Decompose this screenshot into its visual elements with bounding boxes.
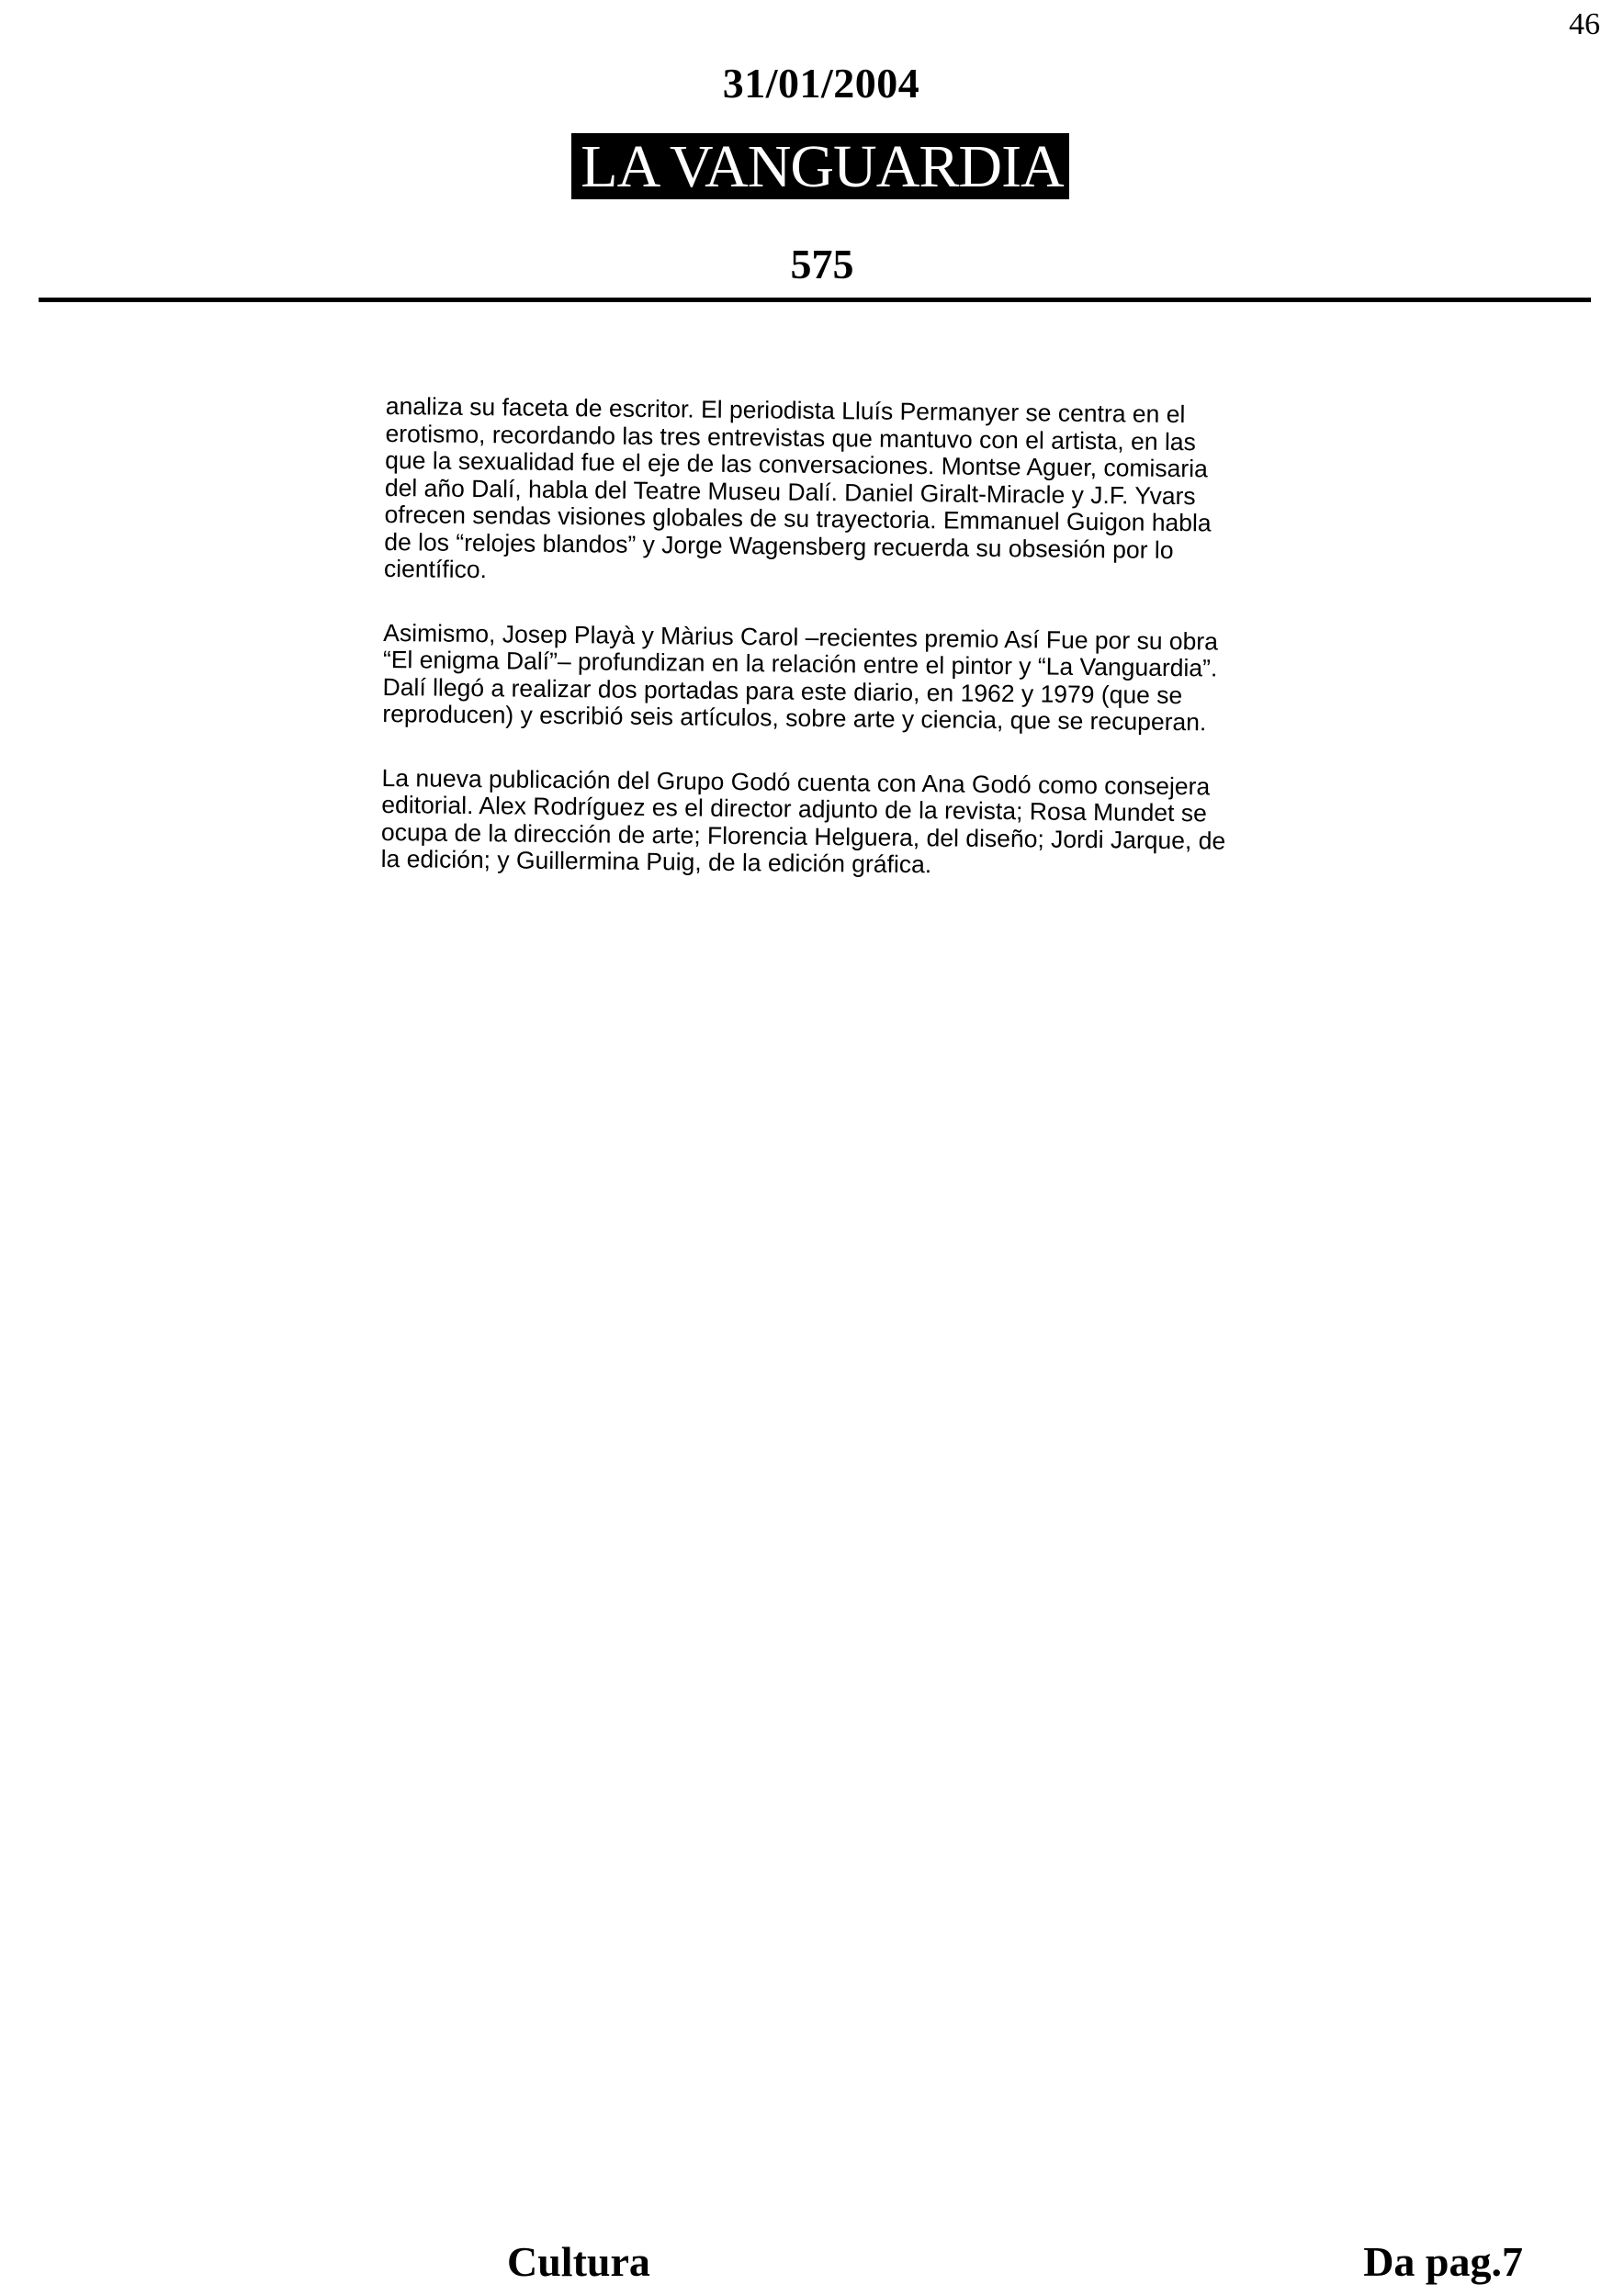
article-paragraph: La nueva publicación del Grupo Godó cuenta con Ana Godó como consejera editorial. Alex Rodríguez es el director adjunto de la revista; Rosa Mundet se ocupa de la dirección de arte; Florencia Helguera, del diseño; Jordi Jarque, de la edición; y Guillermina Puig, de la edición gráfica. <box>380 763 1226 879</box>
newspaper-logo-container <box>0 133 1624 199</box>
publication-date: 31/01/2004 <box>722 60 920 107</box>
article-paragraph: analiza su faceta de escritor. El periodista Lluís Permanyer se centra en el erotismo, recordando las tres entrevistas que mantuvo con el artista, en las que la sexualidad fue el eje de las conversaciones. Montse Aguer, comisaria del año Dalí, habla del Teatre Museu Dalí. Daniel Giralt-Miracle y J.F. Yvars ofrecen sendas visiones globales de su trayectoria. Emmanuel Guigon habla de los “relojes blandos” y Jorge Wagensberg recuerda su obsesión por lo científico. <box>383 392 1212 584</box>
footer-source-page: Da pag.7 <box>1363 2238 1523 2285</box>
issue-number: 575 <box>790 241 854 287</box>
header-divider <box>39 298 1591 302</box>
page-header <box>0 59 1624 288</box>
newspaper-logo: LA VANGUARDIA <box>571 133 1068 199</box>
article-paragraph: Asimismo, Josep Playà y Màrius Carol –recientes premio Así Fue por su obra “El enigma Dalí”– profundizan en la relación entre el pintor y “La Vanguardia”. Dalí llegó a realizar dos portadas para este diario, en 1962 y 1979 (que se reproducen) y escribió seis artículos, sobre arte y ciencia, que se recuperan. <box>382 618 1219 737</box>
article-body <box>380 393 1231 918</box>
page-number: 46 <box>1569 7 1600 41</box>
footer-section: Cultura <box>507 2238 650 2285</box>
